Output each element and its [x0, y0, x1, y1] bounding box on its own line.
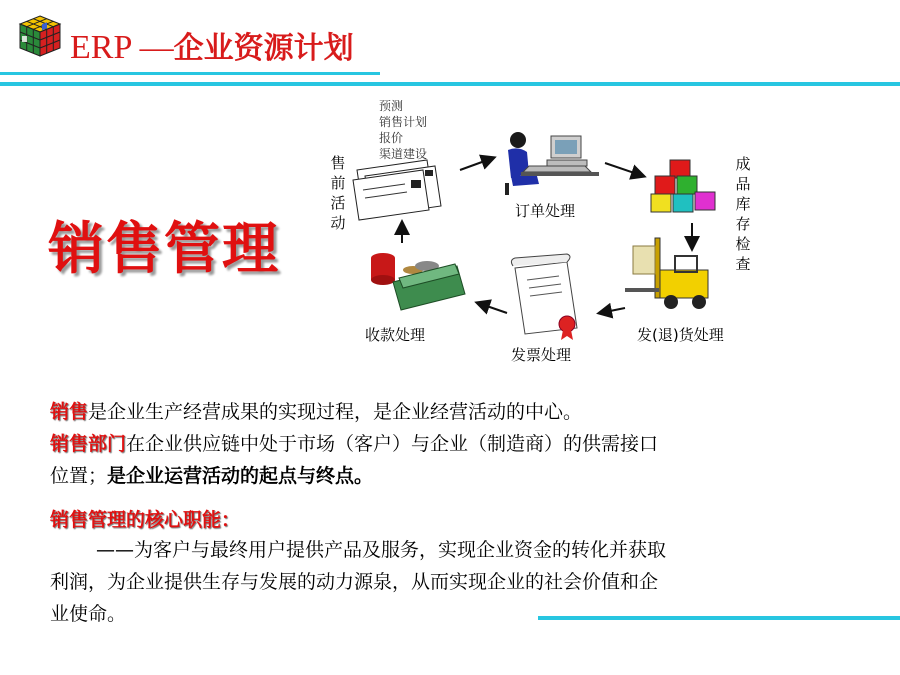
paragraph-sales-dept-line2: [50, 460, 373, 492]
arrow-presale-to-order: [460, 158, 493, 170]
term-sales: 销售: [50, 401, 89, 423]
inventory-check-label: 成品库存检查: [735, 155, 751, 273]
paragraph-sales: [50, 396, 582, 428]
page-heading: 销售管理: [48, 217, 280, 282]
presale-item: 报价: [379, 131, 404, 145]
paragraph-bold-text: 是企业运营活动的起点与终点。: [107, 465, 374, 487]
core-functions-heading: [50, 504, 240, 536]
inventory-boxes-icon: [651, 160, 715, 212]
core-functions-line: 利润，为企业提供生存与发展的动力源泉，从而实现企业的社会价值和企: [50, 571, 659, 593]
invoice-label: 发票处理: [511, 346, 572, 364]
order-processing-label: 订单处理: [515, 202, 576, 220]
forklift-icon: [625, 238, 708, 309]
term-core-functions: 销售管理的核心职能：: [50, 509, 241, 531]
presale-item: 销售计划: [379, 115, 428, 129]
shipping-label: 发(退)货处理: [637, 326, 724, 344]
person-at-computer-icon: [505, 132, 599, 195]
arrow-order-to-inventory: [605, 163, 643, 176]
rubiks-cube-logo-icon: [18, 14, 62, 58]
term-sales-dept: 销售部门: [50, 433, 127, 455]
presale-item: 预测: [379, 99, 404, 113]
core-functions-line: 业使命。: [50, 603, 127, 625]
paragraph-text: 位置；: [50, 465, 108, 487]
documents-icon: [353, 160, 441, 220]
title-chinese: 企业资源计划: [173, 31, 354, 66]
paragraph-text: 在企业供应链中处于市场（客户）与企业（制造商）的供需接口: [126, 433, 659, 455]
sales-process-diagram: [315, 88, 785, 378]
money-stack-icon: [371, 253, 465, 310]
paragraph-sales-dept: [50, 428, 658, 460]
core-functions-line: ——为客户与最终用户提供产品及服务，实现企业资金的转化并获取: [96, 539, 667, 561]
footer-divider: [538, 616, 900, 620]
header-divider-thin: [0, 72, 380, 75]
title-dash: —: [131, 29, 174, 66]
payment-label: 收款处理: [365, 326, 426, 344]
app-title: [70, 28, 354, 69]
invoice-scroll-icon: [511, 254, 577, 340]
header-divider: [0, 82, 900, 86]
arrow-shipping-to-invoice: [600, 308, 625, 313]
title-latin: ERP: [70, 29, 132, 66]
arrow-invoice-to-payment: [478, 303, 507, 313]
presale-activity-label: 售前活动: [330, 154, 346, 232]
presale-item: 渠道建设: [379, 147, 428, 161]
paragraph-text: 是企业生产经营成果的实现过程，是企业经营活动的中心。: [88, 401, 583, 423]
